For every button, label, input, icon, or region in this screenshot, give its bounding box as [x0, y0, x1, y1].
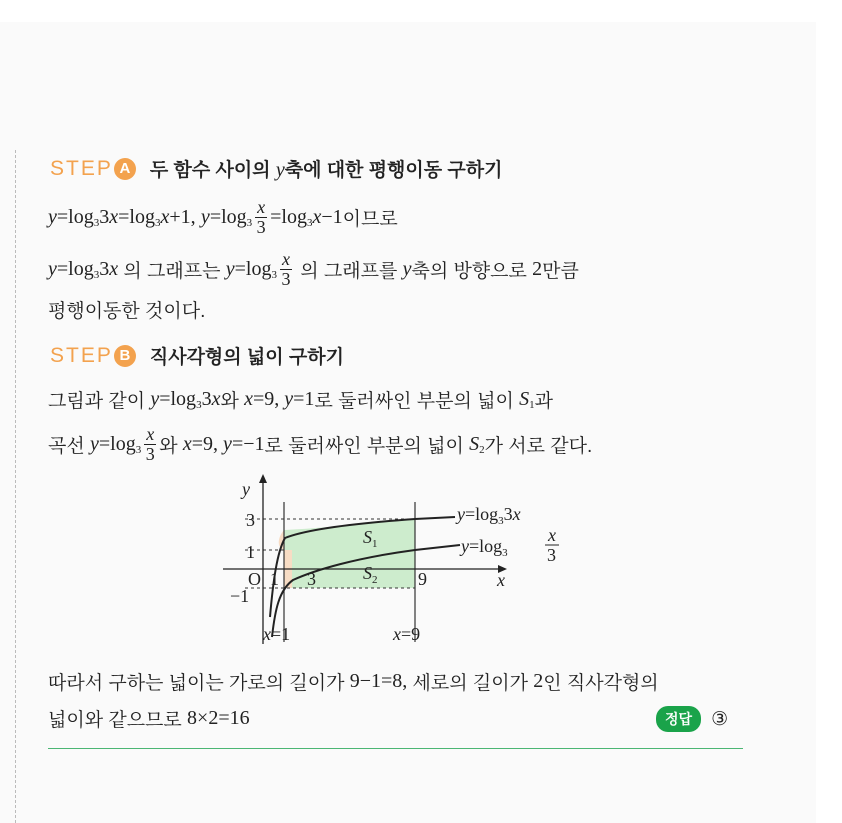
text-segment: 의 그래프를 [294, 261, 403, 282]
fraction-numerator: x [257, 197, 266, 217]
text-segment: 과 [534, 391, 553, 412]
fraction-numerator: x [281, 249, 290, 269]
text-line-5 [48, 425, 592, 464]
step-a-title [150, 155, 503, 182]
area-symbol-s2: S [469, 433, 480, 455]
var-x: x [109, 258, 119, 280]
curve2-frac-den: 3 [547, 545, 556, 565]
step-b-title: 직사각형의 넓이 구하기 [149, 347, 344, 368]
curve2-label-base: 3 [502, 547, 508, 559]
var-x: x [182, 433, 192, 455]
answer-area [656, 706, 728, 732]
page-background [0, 22, 816, 823]
fraction-denominator: 3 [256, 217, 266, 237]
coefficient: 3 [99, 258, 110, 280]
equals-9: =9, [191, 433, 224, 455]
curve2-label [459, 536, 508, 559]
fraction-denominator: 3 [281, 269, 291, 289]
text-segment: 넓이와 같으므로 [48, 710, 188, 731]
area-symbol-s1: S [519, 388, 530, 410]
tick-x-1: 1 [270, 569, 279, 589]
connector-text: 이므로 [342, 209, 398, 230]
text-segment: 만큼 [542, 261, 579, 282]
step-a-title-post: 축에 대한 평행이동 구하기 [284, 160, 503, 181]
log-text: =log [118, 206, 155, 228]
tick-x-3: 3 [307, 569, 316, 589]
bottom-divider [48, 748, 743, 749]
area-subscript: 2 [479, 443, 485, 456]
text-line-4 [48, 386, 553, 413]
fraction-x-over-3 [280, 250, 292, 289]
equals-1: =1 [293, 388, 315, 410]
equals-9: =9, [252, 388, 285, 410]
coefficient: 3 [99, 206, 110, 228]
var-x: x [109, 206, 119, 228]
region-s1-letter: S [363, 527, 372, 547]
curve2-label-log: =log [469, 536, 503, 556]
text-segment: 세로의 길이가 [407, 673, 534, 694]
number-2: 2 [532, 258, 543, 280]
log-text: =log [209, 206, 247, 228]
var-x: x [160, 206, 170, 228]
step-b-heading [50, 342, 344, 369]
var-y: y [402, 258, 412, 280]
var-y: y [225, 258, 235, 280]
equation-line-1 [48, 198, 398, 237]
region-s2-letter: S [363, 563, 372, 583]
var-y: y [223, 433, 232, 455]
region-s2-subscript: 2 [372, 574, 378, 586]
area-calc: 8×2=16 [187, 707, 250, 729]
log-text: =log [56, 258, 94, 280]
step-b-word: STEP [50, 343, 113, 367]
text-line-7 [48, 705, 250, 732]
log-base: 3 [271, 268, 277, 281]
coefficient: 3 [201, 388, 212, 410]
text-segment: 와 [220, 391, 245, 412]
text-segment: 평행이동한 것이다. [48, 301, 206, 322]
log-text: =log [56, 206, 94, 228]
log-text: =log [159, 388, 197, 410]
step-a-badge: A [114, 158, 136, 180]
log-base: 3 [93, 268, 100, 281]
log-base: 3 [154, 216, 161, 229]
answer-value: ③ [711, 708, 729, 730]
text-segment: 그림과 같이 [48, 391, 151, 412]
margin-guide-line [15, 150, 16, 823]
log-text: =log [234, 258, 272, 280]
text-segment: 축의 방향으로 [411, 261, 533, 282]
var-x: x [244, 388, 253, 410]
step-a-title-pre: 두 함수 사이의 [149, 160, 276, 181]
curve1-label [455, 504, 521, 527]
log-text: =log [270, 206, 307, 228]
curve1-label-y: y [457, 504, 465, 524]
fraction-x-over-3 [144, 425, 156, 464]
y-axis-label: y [242, 479, 250, 499]
y-axis-arrow [259, 474, 267, 483]
equals-neg1: =−1 [231, 433, 265, 455]
log-base: 3 [93, 216, 100, 229]
x-axis-label: x [497, 570, 505, 590]
vline1-label-eq: =1 [271, 624, 291, 644]
vline2-label [392, 624, 420, 644]
var-x: x [312, 206, 322, 228]
var-y: y [150, 388, 160, 410]
log-graph-figure [215, 472, 575, 648]
curve1-label-x: x [512, 504, 521, 524]
curve2-label-y: y [461, 536, 469, 556]
plus-one: +1, [169, 206, 196, 228]
tick-y-neg1: −1 [230, 586, 250, 606]
text-line-6 [48, 668, 659, 695]
log-base: 3 [196, 398, 202, 411]
text-segment: 가 서로 같다. [484, 436, 593, 457]
region-s1-fill [284, 519, 415, 550]
fraction-numerator: x [146, 424, 155, 444]
log-base: 3 [307, 216, 313, 229]
text-segment: 곡선 [48, 436, 90, 457]
var-y: y [48, 206, 57, 228]
vline1-label [262, 624, 290, 644]
text-segment: 와 [159, 436, 183, 457]
step-a-title-var: y [275, 159, 285, 181]
var-x: x [211, 388, 221, 410]
var-y: y [90, 433, 99, 455]
area-subscript: 1 [529, 398, 535, 411]
origin-label: O [248, 569, 261, 589]
vline1-label-x: x [263, 624, 271, 644]
fraction-denominator: 3 [145, 444, 155, 464]
log-text: =log [98, 433, 136, 455]
text-line-2 [48, 250, 579, 289]
tick-y-1: 1 [246, 542, 255, 562]
tick-y-3: 3 [246, 510, 255, 530]
var-y: y [200, 206, 210, 228]
width-calc: 9−1=8, [349, 670, 408, 692]
curve2-frac-num: x [548, 525, 556, 545]
curve1-label-log: =log [465, 504, 499, 524]
log-base: 3 [246, 216, 253, 229]
var-y: y [48, 258, 57, 280]
text-segment: 로 둘러싸인 부분의 넓이 [314, 391, 520, 412]
step-a-heading [50, 155, 502, 182]
text-segment: 의 그래프는 [118, 261, 226, 282]
text-segment: 로 둘러싸인 부분의 넓이 [264, 436, 470, 457]
fraction-x-over-3 [255, 198, 267, 237]
text-segment: 따라서 구하는 넓이는 가로의 길이가 [48, 673, 350, 694]
minus-one: −1 [321, 206, 343, 228]
step-a-word: STEP [50, 156, 113, 180]
region-s1-subscript: 1 [372, 538, 378, 550]
height-value: 2 [533, 670, 544, 692]
curve1-label-base: 3 [498, 515, 504, 527]
log-base: 3 [135, 443, 142, 456]
answer-badge: 정답 [656, 706, 701, 732]
vline2-label-eq: =9 [401, 624, 421, 644]
text-segment: 인 직사각형의 [543, 673, 659, 694]
var-y: y [284, 388, 294, 410]
curve1-label-coef: 3 [503, 504, 513, 524]
step-b-badge: B [114, 345, 136, 367]
tick-x-9: 9 [418, 569, 427, 589]
text-line-3 [48, 296, 205, 323]
vline2-label-x: x [393, 624, 401, 644]
